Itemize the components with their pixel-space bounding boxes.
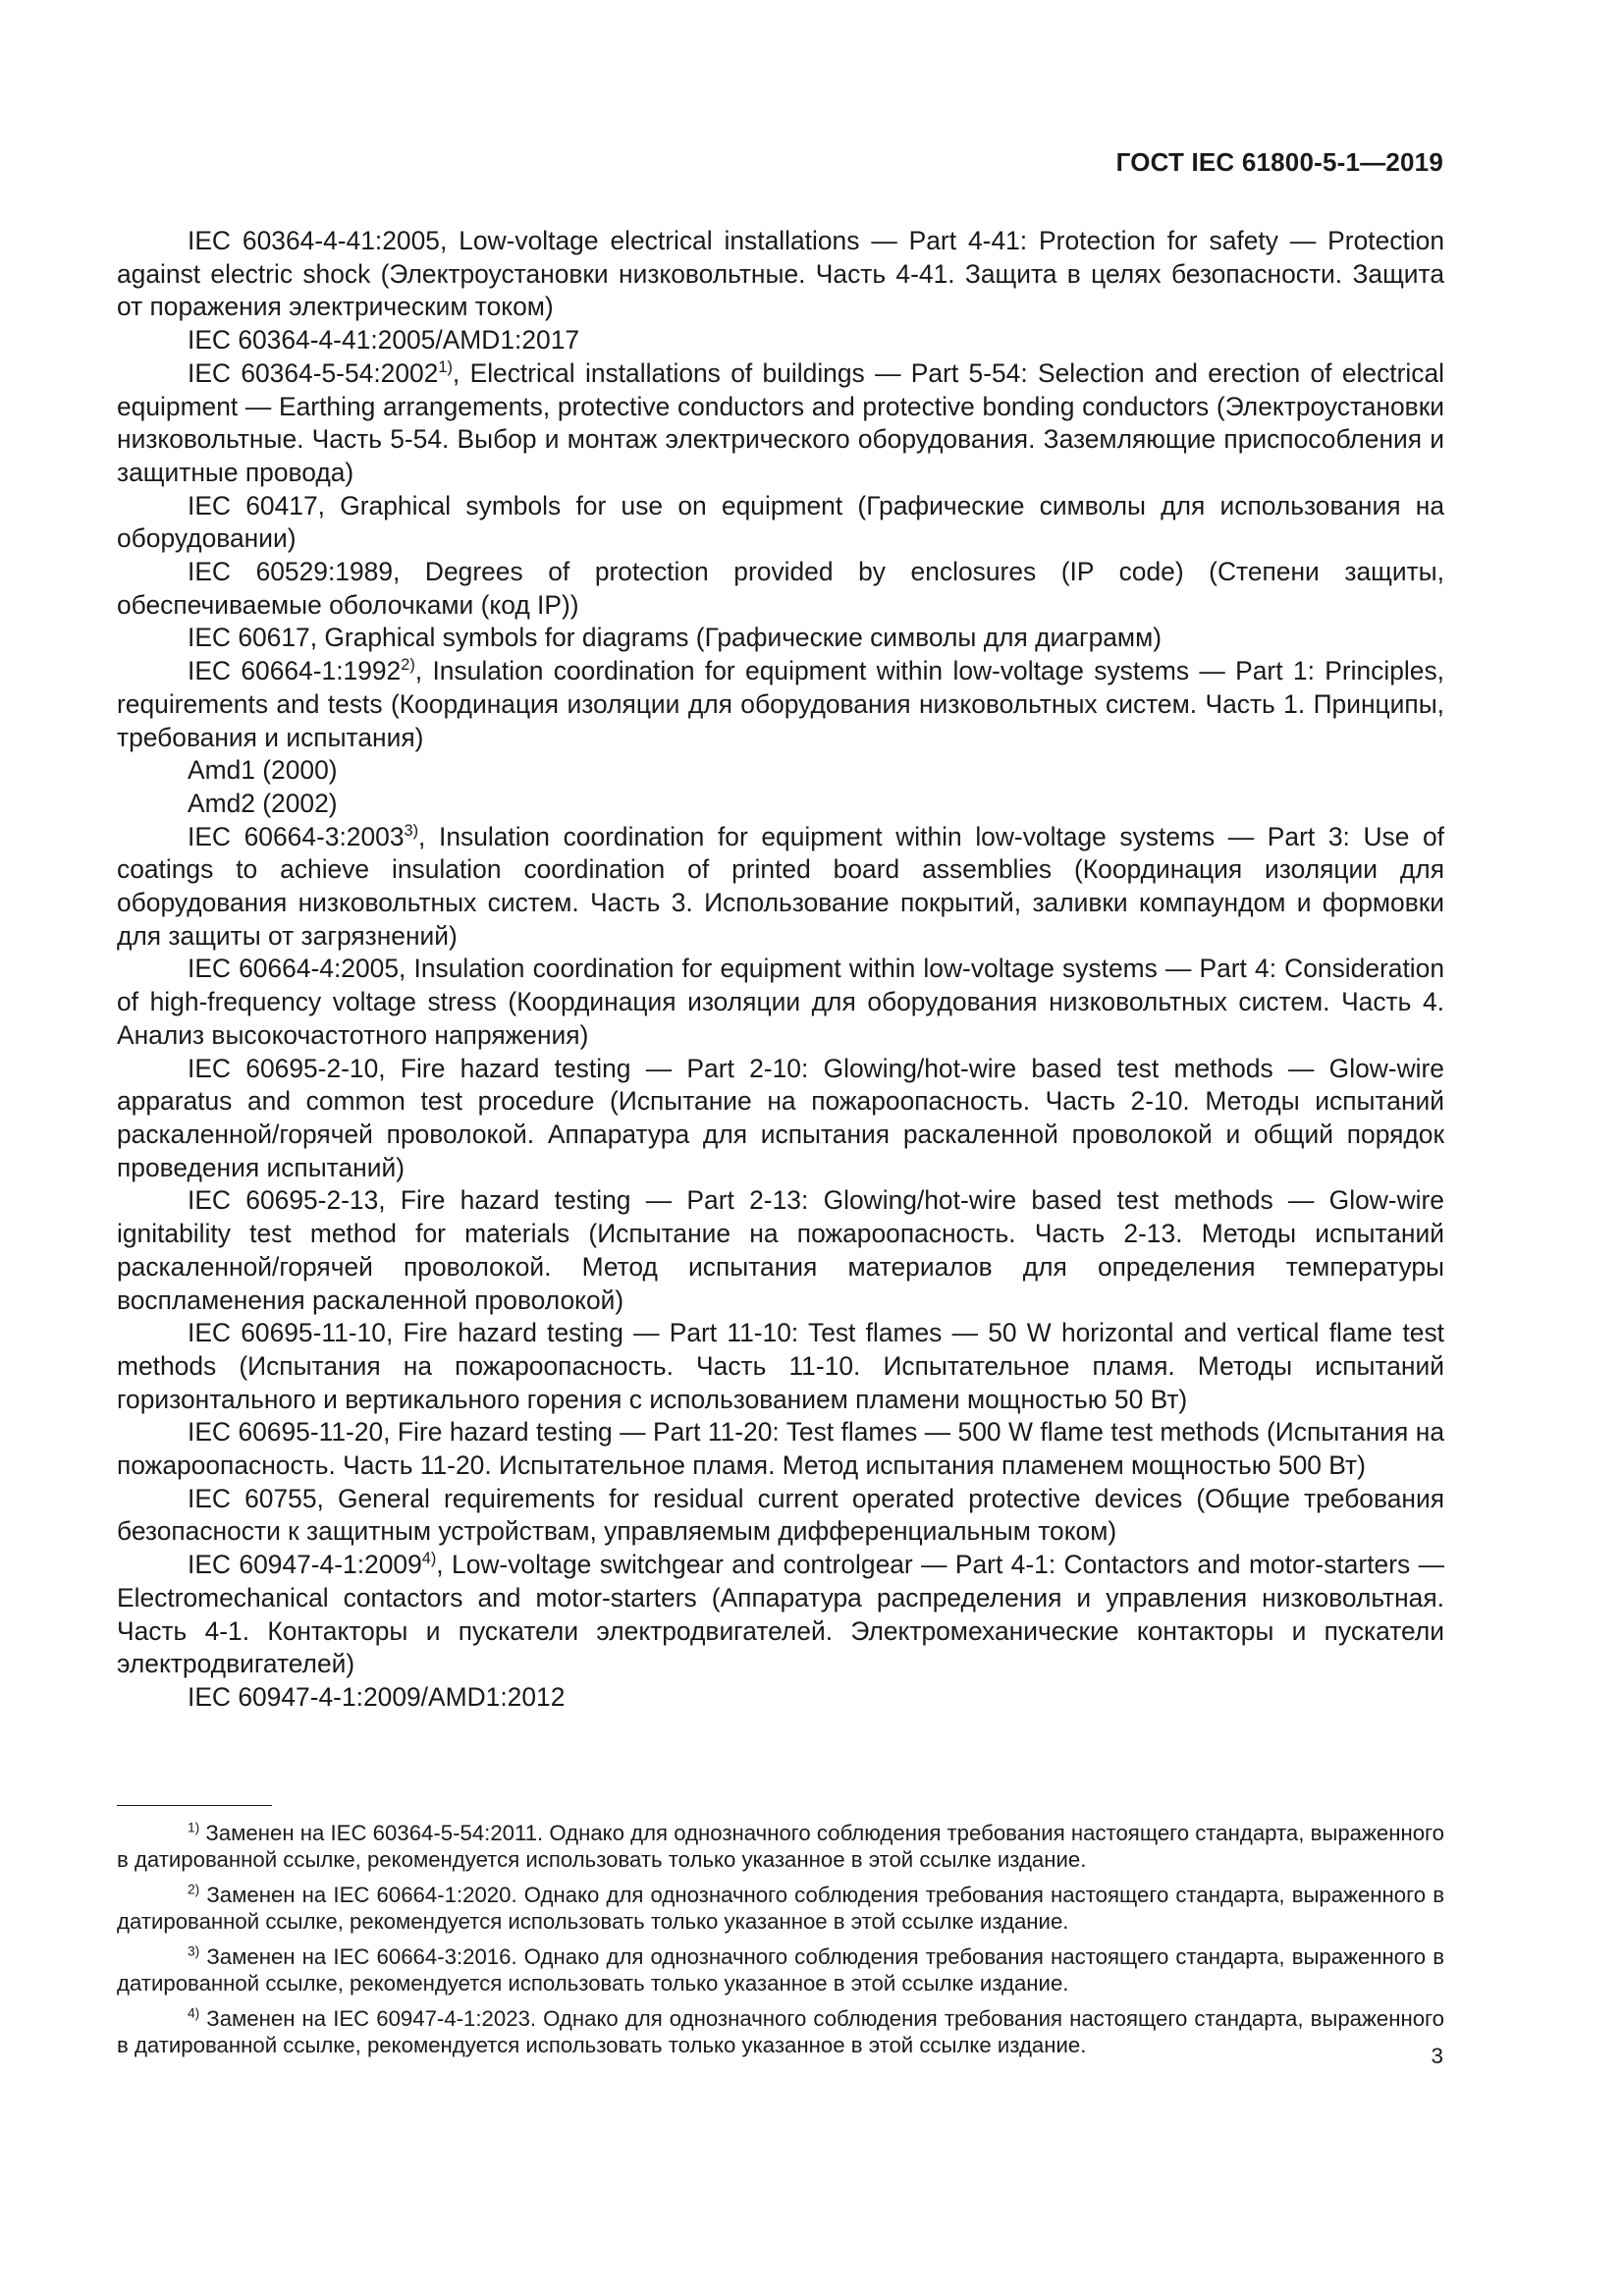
reference-code: IEC 60947-4-1:2009 [188, 1550, 422, 1580]
reference-description: , Insulation coordination for equipment within low-voltage systems — Part 1: Principles, requirements and tests (Координация изоляции для оборудования низковольтных систем. Часть 1. Принципы, требования и испытания) [117, 656, 1444, 752]
reference-code: IEC 60695-11-20 [188, 1417, 384, 1448]
reference-description: , Degrees of protection provided by enclosures (IP code) (Степени защиты, обеспечиваемые оболочками (код IP)) [117, 557, 1444, 620]
reference-entry [117, 1549, 1444, 1681]
reference-code: IEC 60417 [188, 490, 318, 520]
footnote-marker[interactable]: 2) [401, 656, 415, 675]
reference-code: IEC 60664-1:1992 [188, 656, 402, 686]
reference-entry [117, 788, 1444, 821]
footnote-mark: 2) [188, 1882, 200, 1897]
reference-code: IEC 60695-11-10 [188, 1318, 386, 1348]
reference-entry [117, 1416, 1444, 1482]
reference-description: , Insulation coordination for equipment within low-voltage systems — Part 4: Consideration of high-frequency voltage stress (Координация изоляции для оборудования низковольтных систем. Часть 4. Анализ высокочастотного напряжения) [117, 954, 1445, 1050]
reference-code: Amd1 (2000) [188, 755, 338, 786]
footnote-marker[interactable]: 3) [404, 821, 419, 840]
reference-description: , General requirements for residual current operated protective devices (Общие требования безопасности к защитным устройствам, управляемым дифференциальным током) [117, 1483, 1444, 1547]
footnote [117, 2005, 1444, 2058]
footnote-text: Заменен на IEC 60947-4-1:2023. Однако для однозначного соблюдения требования настоящего стандарта, выраженного в датированной ссылке, рекомендуется использовать только указанное в этой ссылке издание. [117, 2006, 1444, 2057]
reference-description: , Fire hazard testing — Part 11-20: Test flames — 500 W flame test methods (Испытания на пожароопасность. Часть 11-20. Испытательное пламя. Метод испытания пламенем мощностью 500 Вт) [117, 1417, 1444, 1481]
footnote [117, 1943, 1444, 1996]
reference-code: IEC 60364-4-41:2005/AMD1:2017 [188, 325, 580, 355]
reference-description: , Graphical symbols for diagrams (Графические символы для диаграмм) [309, 623, 1163, 653]
reference-code: IEC 60947-4-1:2009/AMD1:2012 [188, 1681, 566, 1712]
reference-entry [117, 324, 1444, 357]
normative-references-list [117, 225, 1444, 1715]
reference-entry [117, 655, 1444, 754]
reference-entry [117, 1184, 1444, 1317]
reference-description: , Insulation coordination for equipment within low-voltage systems — Part 3: Use of coatings to achieve insulation coordination of printed board assemblies (Координация изоляции для оборудования низковольтных систем. Часть 3. Использование покрытий, заливки компаундом и формовки для защиты от загрязнений) [117, 821, 1444, 951]
reference-entry [117, 1483, 1444, 1549]
reference-description: , Fire hazard testing — Part 2-13: Glowing/hot-wire based test methods — Glow-wire ignitability test method for materials (Испытание на пожароопасность. Часть 2-13. Методы испытаний раскаленной/горячей проволокой. Метод испытания материалов для определения температуры воспламенения раскаленной проволокой) [117, 1185, 1444, 1315]
reference-code: IEC 60695-2-13 [188, 1185, 379, 1216]
reference-code: IEC 60364-4-41:2005 [188, 226, 440, 255]
reference-entry [117, 622, 1444, 655]
reference-code: IEC 60617 [188, 623, 310, 653]
footnote [117, 1820, 1444, 1873]
reference-entry [117, 754, 1444, 788]
reference-code: IEC 60755 [188, 1483, 317, 1513]
reference-description: , Fire hazard testing — Part 11-10: Test flames — 50 W horizontal and vertical flame test methods (Испытания на пожароопасность. Часть 11-10. Испытательное пламя. Методы испытаний горизонтального и вертикального горения с использованием пламени мощностью 50 Вт) [117, 1318, 1444, 1414]
reference-entry [117, 490, 1444, 556]
footnote-separator [117, 1805, 272, 1806]
reference-code: Amd2 (2002) [188, 788, 338, 818]
footnote-mark: 1) [188, 1820, 200, 1835]
footnote-marker[interactable]: 1) [438, 358, 453, 377]
reference-description: , Fire hazard testing — Part 2-10: Glowing/hot-wire based test methods — Glow-wire apparatus and common test procedure (Испытание на пожароопасность. Часть 2-10. Методы испытаний раскаленной/горячей проволокой. Аппаратура для испытания раскаленной проволокой и общий порядок проведения испытаний) [117, 1053, 1444, 1182]
reference-entry [117, 953, 1444, 1052]
reference-code: IEC 60664-3:2003 [188, 821, 405, 851]
reference-entry [117, 1053, 1444, 1185]
reference-description: , Low-voltage electrical installations — Part 4-41: Protection for safety — Protection against electric shock (Электроустановки низковольтные. Часть 4-41. Защита в целях безопасности. Защита от поражения электрическим током) [117, 226, 1444, 322]
reference-entry [117, 821, 1444, 954]
document-code-header: ГОСТ IEC 61800-5-1—2019 [1115, 147, 1443, 177]
footnotes-section [117, 1820, 1444, 2067]
reference-entry [117, 357, 1444, 490]
reference-entry [117, 1317, 1444, 1416]
reference-entry [117, 225, 1444, 324]
reference-code: IEC 60364-5-54:2002 [188, 357, 439, 388]
reference-code: IEC 60529:1989 [188, 557, 393, 587]
reference-code: IEC 60664-4:2005 [188, 954, 400, 984]
reference-description: , Low-voltage switchgear and controlgear — Part 4-1: Contactors and motor-starters — Electromechanical contactors and motor-starters (Аппаратура распределения и управления низковольтная. Часть 4-1. Контакторы и пускатели электродвигателей. Электромеханические контакторы и пускатели электродвигателей) [117, 1550, 1444, 1679]
page-number: 3 [1431, 2044, 1443, 2068]
reference-entry [117, 1681, 1444, 1715]
footnote-text: Заменен на IEC 60364-5-54:2011. Однако для однозначного соблюдения требования настоящего стандарта, выраженного в датированной ссылке, рекомендуется использовать только указанное в этой ссылке издание. [117, 1821, 1444, 1872]
footnote-text: Заменен на IEC 60664-3:2016. Однако для однозначного соблюдения требования настоящего стандарта, выраженного в датированной ссылке, рекомендуется использовать только указанное в этой ссылке издание. [117, 1944, 1445, 1995]
footnote-text: Заменен на IEC 60664-1:2020. Однако для однозначного соблюдения требования настоящего стандарта, выраженного в датированной ссылке, рекомендуется использовать только указанное в этой ссылке издание. [117, 1883, 1445, 1934]
footnote-mark: 3) [188, 1943, 200, 1959]
reference-code: IEC 60695-2-10 [188, 1053, 379, 1083]
reference-entry [117, 556, 1444, 622]
footnote-marker[interactable]: 4) [421, 1550, 437, 1568]
reference-description: , Graphical symbols for use on equipment (Графические символы для использования на оборудовании) [117, 490, 1444, 554]
footnote-mark: 4) [188, 2005, 200, 2021]
footnote [117, 1882, 1444, 1935]
reference-description: , Electrical installations of buildings — Part 5-54: Selection and erection of electrical equipment — Earthing arrangements, protective conductors and protective bonding conductors (Электроустановки низковольтные. Часть 5-54. Выбор и монтаж электрического оборудования. Заземляющие приспособления и защитные провода) [117, 357, 1444, 487]
